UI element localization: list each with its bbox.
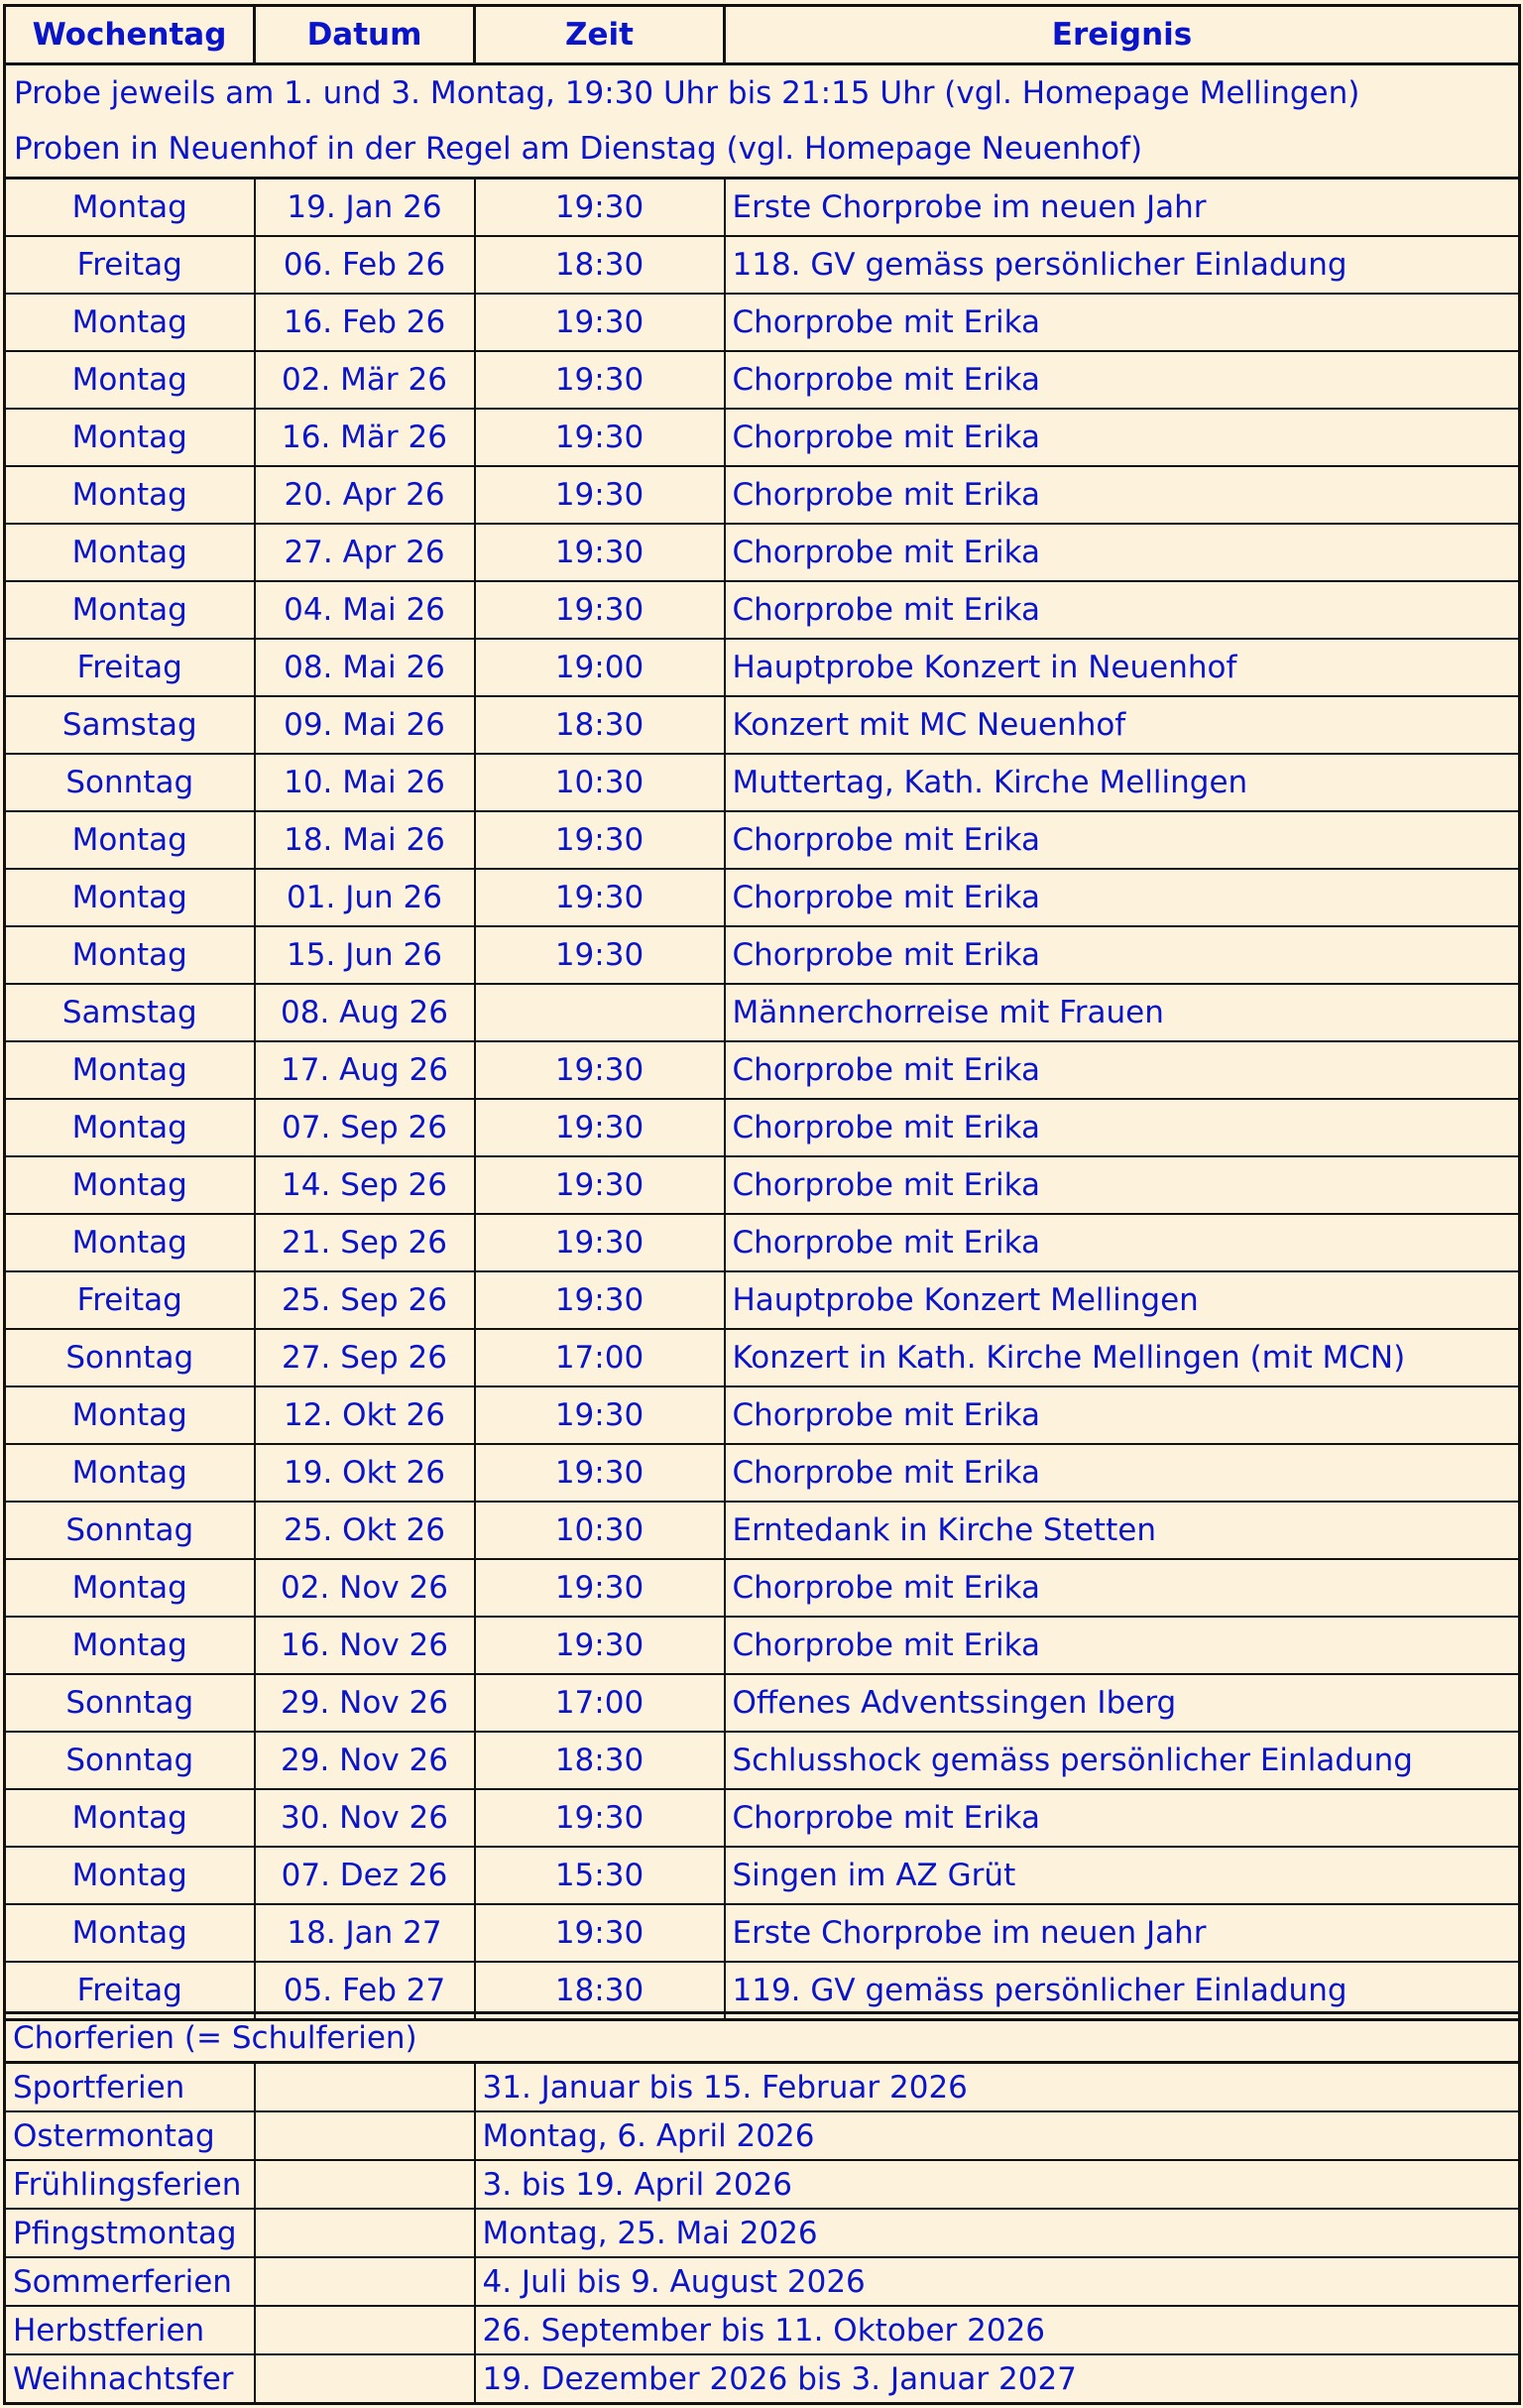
table-row [5, 1502, 1520, 1559]
note-row [5, 121, 1520, 179]
cell-weekday: Montag [5, 1099, 255, 1156]
cell-event: Chorprobe mit Erika [725, 1099, 1520, 1156]
holiday-spacer [255, 2306, 475, 2354]
holiday-row [5, 2111, 1520, 2160]
cell-date: 16. Nov 26 [255, 1617, 475, 1674]
cell-time: 19:30 [475, 351, 725, 409]
cell-weekday: Montag [5, 466, 255, 524]
holiday-row [5, 2160, 1520, 2209]
cell-event: Chorprobe mit Erika [725, 466, 1520, 524]
cell-event: Hauptprobe Konzert in Neuenhof [725, 639, 1520, 696]
cell-event: 119. GV gemäss persönlicher Einladung [725, 1962, 1520, 2020]
cell-weekday: Sonntag [5, 1502, 255, 1559]
cell-date: 14. Sep 26 [255, 1156, 475, 1214]
cell-event: Chorprobe mit Erika [725, 1444, 1520, 1502]
cell-event: Muttertag, Kath. Kirche Mellingen [725, 754, 1520, 811]
cell-event: Erntedank in Kirche Stetten [725, 1502, 1520, 1559]
table-row [5, 869, 1520, 926]
table-row [5, 754, 1520, 811]
cell-date: 01. Jun 26 [255, 869, 475, 926]
cell-date: 20. Apr 26 [255, 466, 475, 524]
cell-weekday: Montag [5, 524, 255, 581]
table-row [5, 1847, 1520, 1904]
cell-weekday: Montag [5, 926, 255, 984]
table-row [5, 984, 1520, 1041]
schedule-table [3, 4, 1521, 2021]
table-row [5, 1732, 1520, 1789]
cell-date: 29. Nov 26 [255, 1732, 475, 1789]
cell-event: Chorprobe mit Erika [725, 351, 1520, 409]
holiday-name: Sportferien [5, 2063, 255, 2112]
holiday-name: Frühlingsferien [5, 2160, 255, 2209]
table-row [5, 351, 1520, 409]
cell-date: 07. Dez 26 [255, 1847, 475, 1904]
table-row [5, 1559, 1520, 1617]
cell-weekday: Montag [5, 1156, 255, 1214]
cell-weekday: Sonntag [5, 1732, 255, 1789]
cell-event: Chorprobe mit Erika [725, 524, 1520, 581]
cell-time: 19:30 [475, 1789, 725, 1847]
cell-weekday: Montag [5, 1041, 255, 1099]
holiday-period: 3. bis 19. April 2026 [475, 2160, 1520, 2209]
holiday-name: Herbstferien [5, 2306, 255, 2354]
cell-weekday: Montag [5, 869, 255, 926]
note-row [5, 64, 1520, 122]
cell-date: 30. Nov 26 [255, 1789, 475, 1847]
holiday-spacer [255, 2111, 475, 2160]
cell-time: 19:30 [475, 1617, 725, 1674]
cell-date: 04. Mai 26 [255, 581, 475, 639]
cell-weekday: Freitag [5, 639, 255, 696]
cell-event: Konzert in Kath. Kirche Mellingen (mit MCN) [725, 1329, 1520, 1386]
cell-date: 02. Nov 26 [255, 1559, 475, 1617]
holidays-body [5, 2013, 1520, 2404]
cell-time: 17:00 [475, 1674, 725, 1732]
cell-weekday: Sonntag [5, 754, 255, 811]
holiday-spacer [255, 2209, 475, 2257]
cell-time: 19:30 [475, 1214, 725, 1271]
cell-weekday: Freitag [5, 1962, 255, 2020]
cell-time: 19:30 [475, 926, 725, 984]
cell-time: 19:30 [475, 294, 725, 351]
cell-date: 08. Aug 26 [255, 984, 475, 1041]
cell-date: 10. Mai 26 [255, 754, 475, 811]
holiday-row [5, 2354, 1520, 2404]
cell-time: 19:30 [475, 1904, 725, 1962]
cell-event: Chorprobe mit Erika [725, 926, 1520, 984]
cell-weekday: Montag [5, 581, 255, 639]
header-time: Zeit [475, 6, 725, 64]
cell-event: Chorprobe mit Erika [725, 294, 1520, 351]
holiday-period: 19. Dezember 2026 bis 3. Januar 2027 [475, 2354, 1520, 2404]
cell-event: Konzert mit MC Neuenhof [725, 696, 1520, 754]
cell-time: 19:30 [475, 466, 725, 524]
table-row [5, 1099, 1520, 1156]
cell-weekday: Montag [5, 179, 255, 237]
cell-weekday: Montag [5, 1444, 255, 1502]
cell-time: 10:30 [475, 754, 725, 811]
cell-date: 15. Jun 26 [255, 926, 475, 984]
cell-date: 12. Okt 26 [255, 1386, 475, 1444]
cell-time: 19:30 [475, 1444, 725, 1502]
holidays-title-row [5, 2013, 1520, 2063]
cell-weekday: Montag [5, 294, 255, 351]
cell-weekday: Sonntag [5, 1674, 255, 1732]
holiday-name: Pfingstmontag [5, 2209, 255, 2257]
cell-time: 10:30 [475, 1502, 725, 1559]
cell-event: Hauptprobe Konzert Mellingen [725, 1271, 1520, 1329]
table-row [5, 811, 1520, 869]
cell-date: 21. Sep 26 [255, 1214, 475, 1271]
holiday-spacer [255, 2063, 475, 2112]
cell-time: 19:30 [475, 1156, 725, 1214]
cell-weekday: Montag [5, 1617, 255, 1674]
cell-date: 29. Nov 26 [255, 1674, 475, 1732]
table-row [5, 236, 1520, 294]
cell-date: 05. Feb 27 [255, 1962, 475, 2020]
table-row [5, 696, 1520, 754]
table-row [5, 524, 1520, 581]
cell-time: 18:30 [475, 696, 725, 754]
holiday-spacer [255, 2354, 475, 2404]
holiday-row [5, 2063, 1520, 2112]
cell-weekday: Montag [5, 811, 255, 869]
schedule-header-row [5, 6, 1520, 64]
cell-event: Chorprobe mit Erika [725, 869, 1520, 926]
cell-date: 06. Feb 26 [255, 236, 475, 294]
cell-time: 19:30 [475, 1559, 725, 1617]
cell-weekday: Montag [5, 1559, 255, 1617]
holiday-period: 4. Juli bis 9. August 2026 [475, 2257, 1520, 2306]
cell-weekday: Montag [5, 1214, 255, 1271]
cell-time: 19:30 [475, 1041, 725, 1099]
cell-time: 19:00 [475, 639, 725, 696]
header-event: Ereignis [725, 6, 1520, 64]
holiday-period: 26. September bis 11. Oktober 2026 [475, 2306, 1520, 2354]
cell-event: Singen im AZ Grüt [725, 1847, 1520, 1904]
cell-weekday: Freitag [5, 1271, 255, 1329]
note-rehearsal-neuenhof: Proben in Neuenhof in der Regel am Dienstag (vgl. Homepage Neuenhof) [5, 121, 1520, 179]
cell-time: 19:30 [475, 409, 725, 466]
cell-time: 18:30 [475, 236, 725, 294]
cell-time: 19:30 [475, 869, 725, 926]
cell-weekday: Montag [5, 1847, 255, 1904]
table-row [5, 1271, 1520, 1329]
cell-event: Erste Chorprobe im neuen Jahr [725, 179, 1520, 237]
table-row [5, 1617, 1520, 1674]
holiday-spacer [255, 2257, 475, 2306]
cell-time: 15:30 [475, 1847, 725, 1904]
holiday-name: Ostermontag [5, 2111, 255, 2160]
cell-date: 19. Okt 26 [255, 1444, 475, 1502]
cell-event: Chorprobe mit Erika [725, 1214, 1520, 1271]
table-row [5, 179, 1520, 237]
cell-time: 19:30 [475, 179, 725, 237]
cell-date: 16. Mär 26 [255, 409, 475, 466]
holiday-row [5, 2257, 1520, 2306]
cell-weekday: Freitag [5, 236, 255, 294]
cell-event: Chorprobe mit Erika [725, 1156, 1520, 1214]
cell-event: Offenes Adventssingen Iberg [725, 1674, 1520, 1732]
cell-event: Erste Chorprobe im neuen Jahr [725, 1904, 1520, 1962]
cell-time: 18:30 [475, 1732, 725, 1789]
table-row [5, 1386, 1520, 1444]
cell-weekday: Samstag [5, 984, 255, 1041]
cell-weekday: Montag [5, 351, 255, 409]
cell-event: Chorprobe mit Erika [725, 1789, 1520, 1847]
cell-date: 18. Jan 27 [255, 1904, 475, 1962]
cell-date: 17. Aug 26 [255, 1041, 475, 1099]
cell-event: Chorprobe mit Erika [725, 581, 1520, 639]
cell-time: 19:30 [475, 1271, 725, 1329]
cell-time: 19:30 [475, 524, 725, 581]
header-date: Datum [255, 6, 475, 64]
header-weekday: Wochentag [5, 6, 255, 64]
cell-weekday: Samstag [5, 696, 255, 754]
cell-event: Chorprobe mit Erika [725, 1617, 1520, 1674]
cell-date: 08. Mai 26 [255, 639, 475, 696]
holiday-row [5, 2306, 1520, 2354]
cell-time: 18:30 [475, 1962, 725, 2020]
cell-event: Schlusshock gemäss persönlicher Einladung [725, 1732, 1520, 1789]
holiday-period: 31. Januar bis 15. Februar 2026 [475, 2063, 1520, 2112]
cell-date: 09. Mai 26 [255, 696, 475, 754]
table-row [5, 639, 1520, 696]
holiday-period: Montag, 25. Mai 2026 [475, 2209, 1520, 2257]
table-row [5, 926, 1520, 984]
cell-time: 17:00 [475, 1329, 725, 1386]
table-row [5, 1904, 1520, 1962]
cell-weekday: Sonntag [5, 1329, 255, 1386]
holiday-name: Sommerferien [5, 2257, 255, 2306]
cell-time: 19:30 [475, 811, 725, 869]
cell-date: 16. Feb 26 [255, 294, 475, 351]
cell-event: Männerchorreise mit Frauen [725, 984, 1520, 1041]
cell-weekday: Montag [5, 1904, 255, 1962]
table-row [5, 466, 1520, 524]
holiday-period: Montag, 6. April 2026 [475, 2111, 1520, 2160]
holidays-title: Chorferien (= Schulferien) [5, 2013, 1520, 2063]
cell-event: Chorprobe mit Erika [725, 409, 1520, 466]
holiday-spacer [255, 2160, 475, 2209]
table-row [5, 1041, 1520, 1099]
table-row [5, 409, 1520, 466]
cell-date: 27. Apr 26 [255, 524, 475, 581]
table-row [5, 581, 1520, 639]
cell-event: Chorprobe mit Erika [725, 811, 1520, 869]
table-row [5, 1444, 1520, 1502]
cell-event: 118. GV gemäss persönlicher Einladung [725, 236, 1520, 294]
table-row [5, 1789, 1520, 1847]
cell-time [475, 984, 725, 1041]
cell-date: 25. Okt 26 [255, 1502, 475, 1559]
note-rehearsal-mellingen: Probe jeweils am 1. und 3. Montag, 19:30 Uhr bis 21:15 Uhr (vgl. Homepage Mellingen) [5, 64, 1520, 122]
cell-date: 27. Sep 26 [255, 1329, 475, 1386]
cell-date: 07. Sep 26 [255, 1099, 475, 1156]
cell-event: Chorprobe mit Erika [725, 1559, 1520, 1617]
cell-date: 25. Sep 26 [255, 1271, 475, 1329]
cell-event: Chorprobe mit Erika [725, 1386, 1520, 1444]
table-row [5, 1674, 1520, 1732]
cell-weekday: Montag [5, 409, 255, 466]
table-row [5, 1329, 1520, 1386]
cell-time: 19:30 [475, 1099, 725, 1156]
cell-event: Chorprobe mit Erika [725, 1041, 1520, 1099]
cell-weekday: Montag [5, 1386, 255, 1444]
cell-weekday: Montag [5, 1789, 255, 1847]
cell-date: 02. Mär 26 [255, 351, 475, 409]
holiday-name: Weihnachtsfer [5, 2354, 255, 2404]
cell-time: 19:30 [475, 581, 725, 639]
table-row [5, 1156, 1520, 1214]
cell-time: 19:30 [475, 1386, 725, 1444]
holidays-table [3, 2011, 1521, 2405]
table-row [5, 294, 1520, 351]
table-row [5, 1214, 1520, 1271]
holiday-row [5, 2209, 1520, 2257]
cell-date: 19. Jan 26 [255, 179, 475, 237]
schedule-body [5, 64, 1520, 2020]
cell-date: 18. Mai 26 [255, 811, 475, 869]
